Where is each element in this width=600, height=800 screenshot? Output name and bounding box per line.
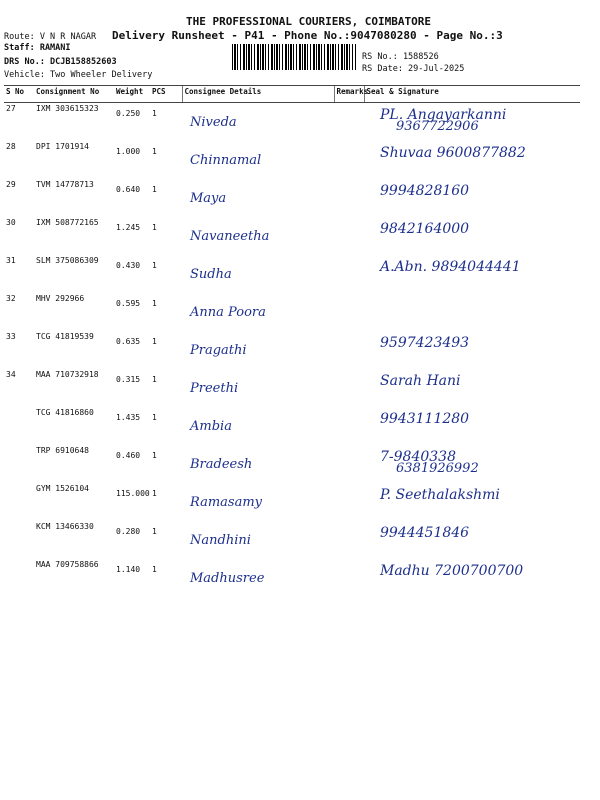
row-sno-text: 30 xyxy=(6,217,16,227)
row-weight-text: 115.000 xyxy=(116,488,150,498)
col-consignment: Consignment No xyxy=(34,86,114,103)
row-weight-text: 0.250 xyxy=(116,109,141,118)
row-remarks xyxy=(334,559,364,619)
row-signature-text: Sarah Hani xyxy=(380,372,461,389)
row-signature-text: 7-9840338 xyxy=(380,448,456,465)
row-consignee-text: Ramasamy xyxy=(190,494,263,510)
row-pcs-text: 1 xyxy=(152,109,157,118)
row-pcs-text: 1 xyxy=(152,336,157,346)
row-consignment-text: IXM 508772165 xyxy=(36,217,99,227)
row-remarks xyxy=(334,331,364,369)
table-row xyxy=(4,407,580,445)
table-header-row xyxy=(4,86,580,103)
row-consignee xyxy=(182,369,334,407)
row-consignee xyxy=(182,293,334,331)
row-remarks xyxy=(334,483,364,521)
row-consignment xyxy=(34,293,114,331)
row-signature-text: 9597423493 xyxy=(380,334,470,351)
row-consignee xyxy=(182,559,334,619)
row-consignment xyxy=(34,483,114,521)
row-signature-text: A.Abn. 9894044441 xyxy=(380,258,521,275)
table-row xyxy=(4,293,580,331)
row-weight xyxy=(114,445,150,483)
table-row xyxy=(4,445,580,483)
row-pcs-text: 1 xyxy=(152,526,157,536)
row-sno xyxy=(4,445,34,483)
row-remarks xyxy=(334,407,364,445)
row-consignee-text: Chinnamal xyxy=(190,152,262,168)
row-signature-text: 9842164000 xyxy=(380,220,470,237)
row-pcs-text: 1 xyxy=(152,564,157,574)
row-consignee xyxy=(182,331,334,369)
row-sno xyxy=(4,407,34,445)
row-consignment xyxy=(34,179,114,217)
table-row xyxy=(4,483,580,521)
row-sno-text: 29 xyxy=(6,179,16,189)
row-sno-text: 27 xyxy=(6,104,16,113)
row-consignee xyxy=(182,407,334,445)
row-consignee xyxy=(182,217,334,255)
row-consignee-text: Pragathi xyxy=(190,342,247,358)
row-signature xyxy=(364,293,580,331)
table-row xyxy=(4,255,580,293)
row-pcs xyxy=(150,483,182,521)
row-weight xyxy=(114,179,150,217)
row-consignment xyxy=(34,331,114,369)
table-row xyxy=(4,103,580,141)
row-pcs-text: 1 xyxy=(152,184,157,194)
row-weight xyxy=(114,255,150,293)
row-pcs-text: 1 xyxy=(152,146,157,156)
row-signature xyxy=(364,483,580,521)
row-signature xyxy=(364,559,580,619)
table-row xyxy=(4,559,580,619)
col-seal: Seal & Signature xyxy=(364,86,580,103)
table-row xyxy=(4,217,580,255)
row-pcs xyxy=(150,141,182,179)
row-sno-text: 33 xyxy=(6,331,16,341)
row-pcs xyxy=(150,293,182,331)
row-signature-text: 9994828160 xyxy=(380,182,470,199)
drs-label: DRS No.: DCJB158852603 xyxy=(4,57,117,67)
table-row xyxy=(4,521,580,559)
row-sno xyxy=(4,217,34,255)
barcode xyxy=(232,44,356,70)
rs-number: RS No.: 1588526 xyxy=(362,52,439,62)
row-remarks xyxy=(334,293,364,331)
row-sno xyxy=(4,293,34,331)
row-signature xyxy=(364,103,580,141)
row-signature-text: Madhu 7200700700 xyxy=(380,562,524,579)
row-weight xyxy=(114,103,150,141)
table-row xyxy=(4,331,580,369)
row-pcs xyxy=(150,331,182,369)
row-weight-text: 0.430 xyxy=(116,260,141,270)
row-sno xyxy=(4,255,34,293)
row-consignee-text: Nandhini xyxy=(190,532,251,548)
company-title: THE PROFESSIONAL COURIERS, COIMBATORE xyxy=(186,15,432,28)
row-weight-text: 0.640 xyxy=(116,184,141,194)
row-pcs xyxy=(150,369,182,407)
row-weight xyxy=(114,331,150,369)
row-remarks xyxy=(334,217,364,255)
row-weight xyxy=(114,217,150,255)
row-weight xyxy=(114,141,150,179)
row-sno xyxy=(4,483,34,521)
row-consignment xyxy=(34,559,114,619)
row-signature-text: 9944451846 xyxy=(380,524,470,541)
row-signature xyxy=(364,141,580,179)
row-consignee xyxy=(182,141,334,179)
row-weight-text: 1.245 xyxy=(116,222,141,232)
row-signature-text: Shuvaa 9600877882 xyxy=(380,144,526,161)
row-weight-text: 0.635 xyxy=(116,336,141,346)
row-pcs-text: 1 xyxy=(152,488,157,498)
row-sno-text: 28 xyxy=(6,141,16,151)
table-row xyxy=(4,141,580,179)
row-signature xyxy=(364,369,580,407)
row-weight-text: 0.280 xyxy=(116,526,141,536)
row-consignment-text: TVM 14778713 xyxy=(36,179,94,189)
row-remarks xyxy=(334,179,364,217)
row-signature xyxy=(364,445,580,483)
row-weight xyxy=(114,293,150,331)
row-remarks xyxy=(334,141,364,179)
row-pcs xyxy=(150,559,182,619)
table-row xyxy=(4,369,580,407)
row-signature xyxy=(364,255,580,293)
row-consignment xyxy=(34,217,114,255)
row-pcs-text: 1 xyxy=(152,374,157,384)
row-consignment xyxy=(34,407,114,445)
row-weight xyxy=(114,407,150,445)
staff-label: Staff: RAMANI xyxy=(4,43,71,53)
row-weight-text: 0.315 xyxy=(116,374,141,384)
col-sno: S No xyxy=(4,86,34,103)
row-sno-text: 32 xyxy=(6,293,16,303)
row-consignment-text: MAA 709758866 xyxy=(36,559,99,569)
row-signature-text: P. Seethalakshmi xyxy=(380,486,500,503)
row-weight xyxy=(114,521,150,559)
row-weight-text: 1.140 xyxy=(116,564,141,574)
runsheet-subtitle: Delivery Runsheet - P41 - Phone No.:9047080280 - Page No.:3 xyxy=(112,29,503,42)
row-weight xyxy=(114,483,150,521)
row-pcs xyxy=(150,521,182,559)
row-consignment-text: GYM 1526104 xyxy=(36,483,89,493)
row-pcs xyxy=(150,103,182,141)
row-sno xyxy=(4,331,34,369)
row-remarks xyxy=(334,255,364,293)
row-consignment-text: TCG 41819539 xyxy=(36,331,94,341)
row-sno xyxy=(4,521,34,559)
row-signature xyxy=(364,179,580,217)
row-consignee-text: Maya xyxy=(190,190,227,206)
row-remarks xyxy=(334,103,364,141)
col-weight: Weight xyxy=(114,86,150,103)
col-remarks: Remarks xyxy=(334,86,364,103)
rs-date: RS Date: 29-Jul-2025 xyxy=(362,64,465,74)
row-sno xyxy=(4,559,34,619)
route-label: Route: V N R NAGAR xyxy=(4,32,97,42)
row-consignee xyxy=(182,255,334,293)
row-consignment-text: TRP 6910648 xyxy=(36,445,89,455)
row-remarks xyxy=(334,445,364,483)
row-sno xyxy=(4,103,34,141)
runsheet-table xyxy=(4,85,580,619)
row-consignment-text: MAA 710732918 xyxy=(36,369,99,379)
row-consignee xyxy=(182,483,334,521)
row-signature xyxy=(364,217,580,255)
row-sno xyxy=(4,369,34,407)
vehicle-label: Vehicle: Two Wheeler Delivery xyxy=(4,70,153,80)
row-signature-text: 9943111280 xyxy=(380,410,470,427)
row-signature-phone: 9367722906 xyxy=(396,119,479,134)
col-consignee: Consignee Details xyxy=(182,86,334,103)
row-sno xyxy=(4,179,34,217)
row-signature-text: PL. Angayarkanni xyxy=(380,107,507,123)
table-row xyxy=(4,179,580,217)
col-pcs: PCS xyxy=(150,86,182,103)
row-weight-text: 0.460 xyxy=(116,450,141,460)
row-consignee-text: Anna Poora xyxy=(190,304,266,320)
row-consignment xyxy=(34,255,114,293)
row-consignment xyxy=(34,141,114,179)
row-sno-text: 31 xyxy=(6,255,16,265)
row-pcs xyxy=(150,255,182,293)
row-consignee-text: Niveda xyxy=(190,115,237,130)
row-consignment-text: MHV 292966 xyxy=(36,293,85,303)
row-consignment xyxy=(34,103,114,141)
row-consignee-text: Bradeesh xyxy=(190,456,253,472)
row-consignee xyxy=(182,179,334,217)
row-consignment-text: TCG 41816860 xyxy=(36,407,94,417)
row-signature xyxy=(364,407,580,445)
row-remarks xyxy=(334,521,364,559)
row-consignment xyxy=(34,521,114,559)
row-pcs-text: 1 xyxy=(152,260,157,270)
row-pcs-text: 1 xyxy=(152,298,157,308)
row-consignee xyxy=(182,445,334,483)
row-consignee xyxy=(182,103,334,141)
row-pcs xyxy=(150,407,182,445)
row-remarks xyxy=(334,369,364,407)
row-consignment-text: IXM 303615323 xyxy=(36,104,99,113)
row-consignment xyxy=(34,445,114,483)
row-weight-text: 1.000 xyxy=(116,146,141,156)
row-consignee-text: Sudha xyxy=(190,266,232,282)
row-sno-text: 34 xyxy=(6,369,16,379)
row-consignee-text: Navaneetha xyxy=(190,228,270,244)
row-consignment-text: SLM 375086309 xyxy=(36,255,99,265)
row-pcs xyxy=(150,179,182,217)
row-signature xyxy=(364,521,580,559)
row-weight xyxy=(114,369,150,407)
row-consignee xyxy=(182,521,334,559)
row-consignee-text: Preethi xyxy=(190,380,239,396)
row-consignment xyxy=(34,369,114,407)
row-sno xyxy=(4,141,34,179)
row-pcs xyxy=(150,445,182,483)
row-signature-phone: 6381926992 xyxy=(396,460,479,476)
row-consignee-text: Ambia xyxy=(190,418,232,434)
row-pcs-text: 1 xyxy=(152,222,157,232)
row-pcs xyxy=(150,217,182,255)
row-consignment-text: DPI 1701914 xyxy=(36,141,89,151)
row-consignment-text: KCM 13466330 xyxy=(36,521,94,531)
row-pcs-text: 1 xyxy=(152,412,157,422)
row-weight xyxy=(114,559,150,619)
row-weight-text: 0.595 xyxy=(116,298,141,308)
row-pcs-text: 1 xyxy=(152,450,157,460)
row-weight-text: 1.435 xyxy=(116,412,141,422)
row-consignee-text: Madhusree xyxy=(190,570,265,586)
row-signature xyxy=(364,331,580,369)
